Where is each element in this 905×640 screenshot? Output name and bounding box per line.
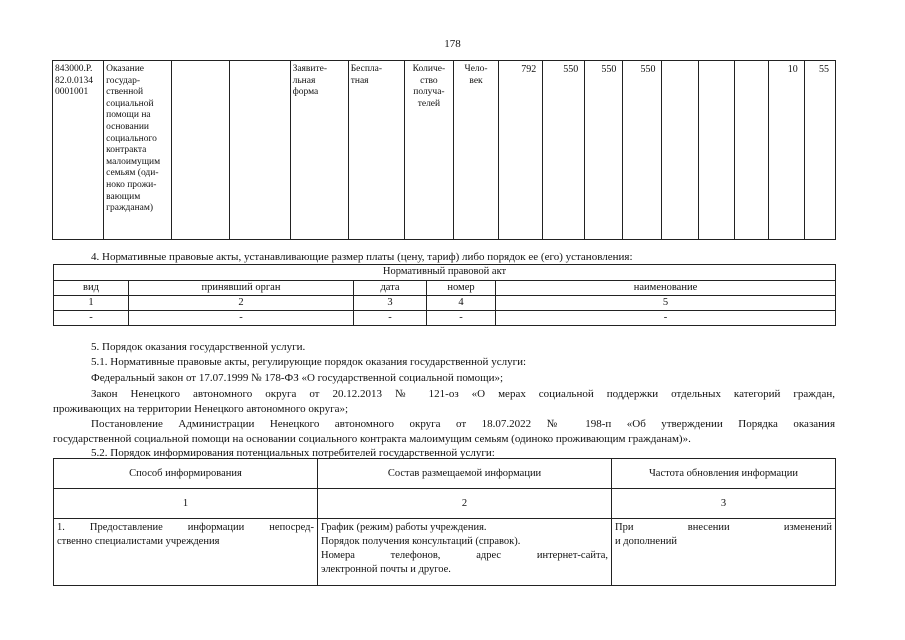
table-row <box>54 296 836 311</box>
information-content: График (режим) работы учреждения. Порядок получения консультаций (справок). Номера телефонов, адрес интернет-сайта, электронной почты и другое. <box>318 519 612 586</box>
value-year-1: 550 <box>543 61 585 240</box>
payment-type: Беспла- тная <box>348 61 404 240</box>
empty-cell <box>662 61 698 240</box>
column-number: 2 <box>129 296 354 311</box>
table-cell: - <box>427 311 496 326</box>
unit-name: Чело- век <box>453 61 498 240</box>
table-header-row <box>54 459 836 489</box>
value-year-2: 550 <box>585 61 623 240</box>
law-federal: Федеральный закон от 17.07.1999 № 178-ФЗ «О государственной социальной помощи»; <box>91 372 504 384</box>
information-table <box>53 458 836 586</box>
table-cell: - <box>496 311 836 326</box>
deviation-percent: 10 <box>768 61 804 240</box>
table-header-row <box>54 281 836 296</box>
law-resolution-line-2: государственной социальной помощи на основании социального контракта малоимущим семьям (одиноко проживающим гражданам)». <box>53 433 691 445</box>
law-regional-line-2: проживающих на территории Ненецкого автономного округа»; <box>53 403 349 415</box>
column-number: 5 <box>496 296 836 311</box>
column-header: принявший орган <box>129 281 354 296</box>
deviation-absolute: 55 <box>804 61 835 240</box>
column-number: 2 <box>318 489 612 519</box>
update-frequency: При внесении изменений и дополнений <box>612 519 836 586</box>
section-5-heading: 5. Порядок оказания государственной услуги. <box>91 341 306 353</box>
column-number: 1 <box>54 296 129 311</box>
page-number: 178 <box>444 38 461 50</box>
table-cell: - <box>354 311 427 326</box>
column-header: номер <box>427 281 496 296</box>
column-number: 3 <box>354 296 427 311</box>
law-regional-line-1: Закон Ненецкого автономного округа от 20.12.2013 № 121-оз «О мерах социальной поддержки отдельных категорий граждан, <box>91 388 835 400</box>
table-row <box>53 61 836 240</box>
indicator-name: Количе- ство получа- телей <box>404 61 453 240</box>
column-number: 4 <box>427 296 496 311</box>
column-header: вид <box>54 281 129 296</box>
section-5-1-heading: 5.1. Нормативные правовые акты, регулирующие порядок оказания государственной услуги: <box>91 356 527 368</box>
column-number: 3 <box>612 489 836 519</box>
section-4-heading: 4. Нормативные правовые акты, устанавливающие размер платы (цену, тариф) либо порядок ее (его) установления: <box>91 251 633 263</box>
service-form: Заявите- льная форма <box>290 61 348 240</box>
empty-cell <box>734 61 768 240</box>
section-5-2-heading: 5.2. Порядок информирования потенциальных потребителей государственной услуги: <box>91 447 495 459</box>
legal-acts-table <box>53 264 836 326</box>
value-year-3: 550 <box>623 61 662 240</box>
column-header: Способ информирования <box>54 459 318 489</box>
law-resolution-line-1: Постановление Администрации Ненецкого автономного округа от 18.07.2022 № 198-п «Об утверждении Порядка оказания <box>91 418 835 430</box>
column-header: наименование <box>496 281 836 296</box>
empty-cell <box>698 61 734 240</box>
column-header: дата <box>354 281 427 296</box>
service-code: 843000.Р. 82.0.0134 0001001 <box>53 61 104 240</box>
empty-cell <box>230 61 290 240</box>
column-number: 1 <box>54 489 318 519</box>
service-indicators-table <box>52 60 836 240</box>
table-cell: - <box>54 311 129 326</box>
table-row <box>54 265 836 281</box>
table-row <box>54 311 836 326</box>
table-title: Нормативный правовой акт <box>54 265 836 281</box>
table-cell: - <box>129 311 354 326</box>
column-header: Частота обновления информации <box>612 459 836 489</box>
table-row <box>54 519 836 586</box>
table-row <box>54 489 836 519</box>
column-header: Состав размещаемой информации <box>318 459 612 489</box>
okei-code: 792 <box>499 61 543 240</box>
empty-cell <box>172 61 230 240</box>
information-method: 1. Предоставление информации непосред- ственно специалистами учреждения <box>54 519 318 586</box>
service-name: Оказание государ- ственной социальной помощи на основании социального контракта малоимущим семьям (оди- ноко прожи- вающим гражданам) <box>104 61 172 240</box>
